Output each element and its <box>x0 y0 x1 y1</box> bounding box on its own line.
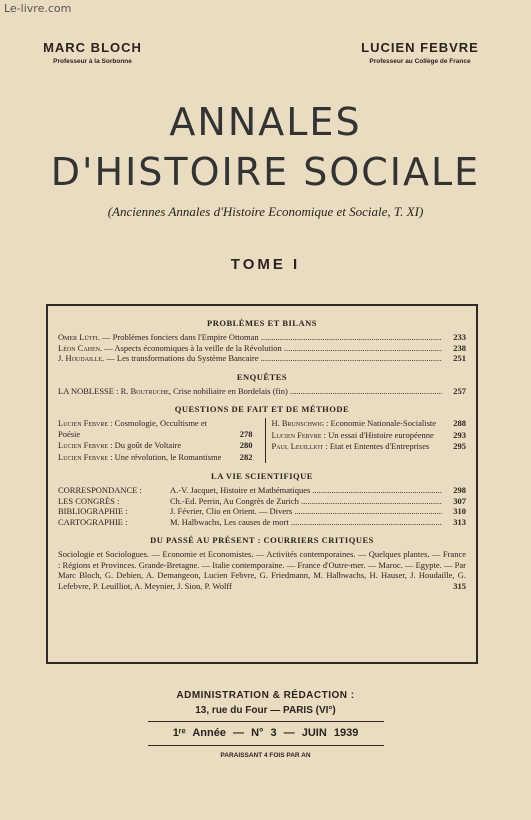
toc-entry: Lucien Febvre : Une révolution, le Romantisme 282 <box>58 451 253 462</box>
author-left <box>30 40 155 65</box>
author-left-role: Professeur à la Sorbonne <box>53 58 132 65</box>
address: 13, rue du Four — PARIS (VI°) <box>195 705 336 716</box>
author-left-name: MARC BLOCH <box>43 40 142 55</box>
divider <box>148 721 384 722</box>
left-column <box>58 418 253 463</box>
author-right-role: Professeur au Collège de France <box>369 58 471 65</box>
section-title: LA VIE SCIENTIFIQUE <box>211 471 313 481</box>
toc-entry: Lucien Febvre : Un essai d'Histoire européenne 293 <box>271 429 466 440</box>
journal-title-line2: D'HISTOIRE SOCIALE <box>50 150 481 194</box>
toc-entry: Omer Lütfi. — Problèmes fonciers dans l'Empire Ottoman ..... 233 <box>58 332 466 343</box>
journal-title-line1: ANNALES <box>169 100 362 144</box>
divider <box>148 745 384 746</box>
toc-entry: CARTOGRAPHIE : M. Halbwachs, Les causes de mort ..... 313 <box>58 517 466 528</box>
toc-entry: LES CONGRÈS : Ch.-Ed. Perrin, Au Congrès de Zurich ..... 307 <box>58 496 466 507</box>
two-column-entries <box>58 418 466 463</box>
toc-entry: BIBLIOGRAPHIE : J. Février, Clio en Orient. — Divers ..... 310 <box>58 506 466 517</box>
toc-entry: Lucien Febvre : Cosmologie, Occultisme et Poésie 278 <box>58 418 253 439</box>
author-right <box>345 40 495 65</box>
courriers-critiques-text: Sociologie et Sociologues. — Economie et Economistes. — Activités contemporaines. — Quelques plantes. — France : Régions et Provinces. Grande-Bretagne. — Italie contemporaine. — France d'Outre-mer. — Maroc. — Egypte. — Par Marc Bloch, G. Debien, A. Demangeon, Lucien Febvre, G. Friedmann, M. Halbwachs, H. Hauser, J. Houdaille, G. Lefebvre, P. Leuilliot, A. Meynier, J. Sion, P. Wolff 315 <box>58 549 466 591</box>
frequency: PARAISSANT 4 FOIS PAR AN <box>220 752 311 759</box>
author-right-name: LUCIEN FEBVRE <box>361 40 479 55</box>
journal-subtitle: (Anciennes Annales d'Histoire Economique et Sociale, T. XI) <box>107 204 424 219</box>
issue-info: 1ʳᵉ Année — N° 3 — JUIN 1939 <box>172 727 359 739</box>
right-column <box>265 418 467 463</box>
table-of-contents <box>46 304 478 664</box>
toc-entry: Lucien Febvre : Du goût de Voltaire 280 <box>58 440 253 450</box>
section-title: QUESTIONS DE FAIT ET DE MÉTHODE <box>174 404 350 414</box>
toc-entry: J. Houdaille. — Les transformations du Système Bancaire ..... 251 <box>58 353 466 364</box>
section-title: DU PASSÉ AU PRÉSENT : COURRIERS CRITIQUES <box>150 535 374 545</box>
tome-label: TOME I <box>230 256 301 273</box>
admin-heading: ADMINISTRATION & RÉDACTION : <box>176 690 355 701</box>
section-title: ENQUÊTES <box>236 371 288 382</box>
toc-entry: Paul Leuilliot : Etat et Ententes d'Entreprises 295 <box>271 441 466 451</box>
section-title: PROBLÈMES ET BILANS <box>207 318 317 328</box>
toc-entry: Léon Cahen. — Aspects économiques à la veille de la Révolution ..... 238 <box>58 343 466 354</box>
toc-entry: CORRESPONDANCE : A.-V. Jacquet, Histoire et Mathématiques ..... 298 <box>58 485 466 496</box>
watermark: Le-livre.com <box>4 2 72 15</box>
toc-entry: H. Brunschwig : Economie Nationale-Socialiste 288 <box>271 418 466 428</box>
toc-entry: LA NOBLESSE : R. Boutruche, Crise nobiliaire en Bordelais (fin) ..... 257 <box>58 386 466 397</box>
